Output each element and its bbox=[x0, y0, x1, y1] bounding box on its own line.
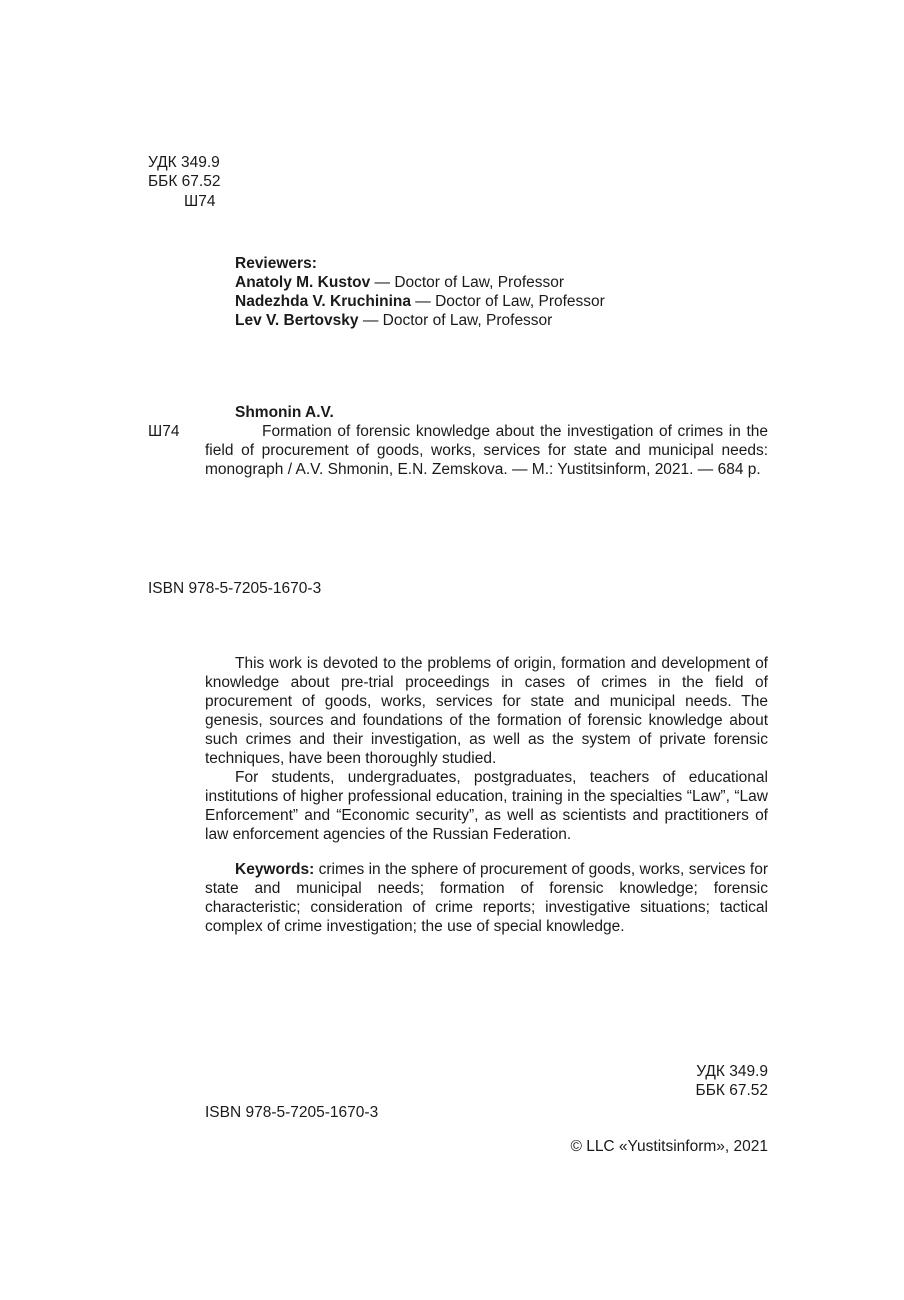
reviewer-item bbox=[235, 311, 795, 330]
bibliographic-description: Formation of forensic knowledge about the investigation of crimes in the field of procurement of goods, works, services for state and municipal needs: monograph / A.V. Shmonin, E.N. Zemskova. — M.: Yustitsinform, 2021. — 684 p. bbox=[205, 423, 768, 478]
copyright: © LLC «Yustitsinform», 2021 bbox=[570, 1138, 768, 1155]
reviewer-item bbox=[235, 292, 795, 311]
reviewer-title: — Doctor of Law, Professor bbox=[370, 274, 565, 291]
reviewers-heading: Reviewers: bbox=[235, 255, 317, 272]
udk-code: УДК 349.9 bbox=[148, 154, 220, 171]
reviewer-title: — Doctor of Law, Professor bbox=[411, 293, 605, 310]
bbk-code: ББК 67.52 bbox=[148, 173, 221, 190]
abstract-paragraph: For students, undergraduates, postgraduates, teachers of educational institutions of higher professional education, training in the specialties “Law”, “Law Enforcement” and “Economic security”, as well as scientists and practitioners of law enforcement agencies of the Russian Federation. bbox=[205, 769, 768, 843]
reviewer-item bbox=[235, 273, 795, 292]
author-mark: Ш74 bbox=[184, 193, 216, 210]
author-name: Shmonin A.V. bbox=[235, 404, 334, 421]
reviewer-name: Anatoly M. Kustov bbox=[235, 274, 371, 291]
keywords bbox=[205, 860, 768, 936]
reviewer-name: Nadezhda V. Kruchinina bbox=[235, 293, 411, 310]
abstract-paragraph: This work is devoted to the problems of origin, formation and development of knowledge about pre-trial proceedings in cases of crimes in the field of procurement of goods, works, services for state and municipal needs. The genesis, sources and foundations of the formation of forensic knowledge about such crimes and their investigation, as well as the system of private forensic techniques, have been thoroughly studied. bbox=[205, 655, 768, 767]
footer-isbn: ISBN 978-5-7205-1670-3 bbox=[205, 1104, 379, 1121]
keywords-text: crimes in the sphere of procurement of goods, works, services for state and municipal needs; formation of forensic knowledge; forensic characteristic; consideration of crime reports; investigative situations; tactical complex of crime investigation; the use of special knowledge. bbox=[205, 861, 768, 935]
isbn: ISBN 978-5-7205-1670-3 bbox=[148, 580, 322, 597]
abstract bbox=[205, 654, 768, 844]
reviewer-name: Lev V. Bertovsky bbox=[235, 312, 359, 329]
reviewer-title: — Doctor of Law, Professor bbox=[358, 312, 553, 329]
reviewers-block bbox=[235, 254, 795, 330]
entry-author-mark: Ш74 bbox=[148, 423, 180, 440]
footer-bbk-code: ББК 67.52 bbox=[695, 1082, 768, 1099]
footer-udk-code: УДК 349.9 bbox=[696, 1063, 768, 1080]
keywords-label: Keywords: bbox=[235, 861, 315, 878]
